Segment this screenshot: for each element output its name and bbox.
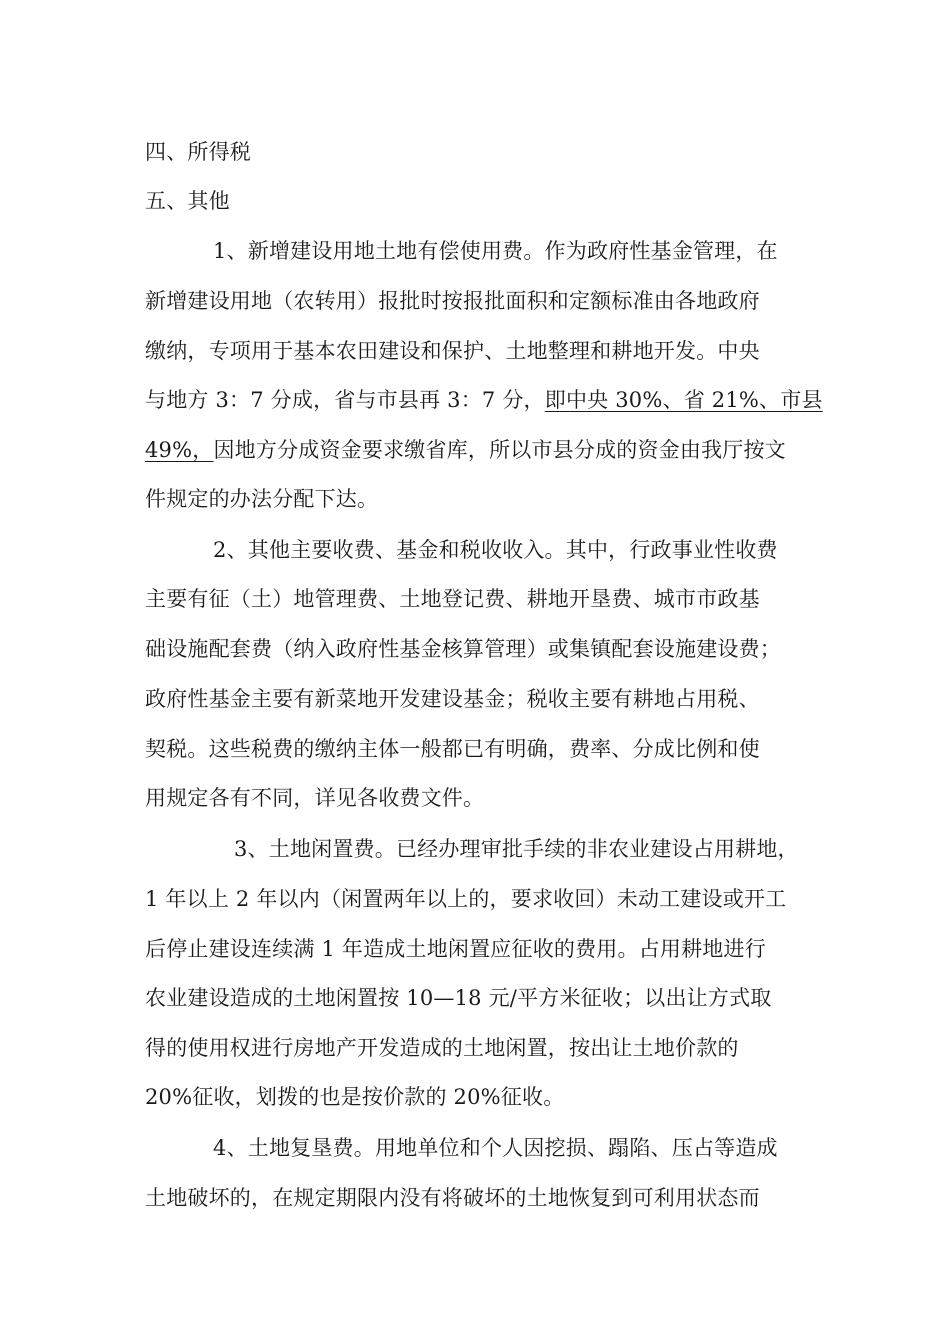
paragraph-2-line-4: 政府性基金主要有新菜地开发建设基金；税收主要有耕地占用税、 <box>145 687 760 711</box>
paragraph-3-line-6: 20%征收，划拨的也是按价款的 20%征收。 <box>145 1085 565 1109</box>
paragraph-3-line-4: 农业建设造成的土地闲置按 10—18 元/平方米征收；以出让方式取 <box>145 986 772 1010</box>
paragraph-3-line-3: 后停止建设连续满 1 年造成土地闲置应征收的费用。占用耕地进行 <box>145 937 766 961</box>
paragraph-1-line-4 <box>145 385 823 415</box>
section-heading-other: 五、其他 <box>145 189 230 213</box>
paragraph-1-line-5-text: 因地方分成资金要求缴省库，所以市县分成的资金由我厅按文 <box>213 438 786 462</box>
paragraph-3-line-1: 3、土地闲置费。已经办理审批手续的非农业建设占用耕地， <box>234 837 799 861</box>
paragraph-2-line-5: 契税。这些税费的缴纳主体一般都已有明确，费率、分成比例和使 <box>145 737 760 761</box>
paragraph-4-line-1: 4、土地复垦费。用地单位和个人因挖损、蹋陷、压占等造成 <box>213 1136 778 1160</box>
paragraph-2-line-2: 主要有征（土）地管理费、土地登记费、耕地开垦费、城市市政基 <box>145 587 760 611</box>
paragraph-1-line-6: 件规定的办法分配下达。 <box>145 487 379 511</box>
paragraph-2-line-3: 础设施配套费（纳入政府性基金核算管理）或集镇配套设施建设费； <box>145 637 781 661</box>
paragraph-1-line-3: 缴纳，专项用于基本农田建设和保护、土地整理和耕地开发。中央 <box>145 339 760 363</box>
paragraph-1-line-1: 1、新增建设用地土地有偿使用费。作为政府性基金管理，在 <box>213 239 778 263</box>
paragraph-1-line-2: 新增建设用地（农转用）报批时按报批面积和定额标准由各地政府 <box>145 289 760 313</box>
underlined-share-ratio-end: 49%， <box>145 438 214 462</box>
paragraph-3-line-2: 1 年以上 2 年以内（闲置两年以上的，要求收回）未动工建设或开工 <box>145 887 787 911</box>
paragraph-2-line-1: 2、其他主要收费、基金和税收收入。其中，行政事业性收费 <box>213 538 778 562</box>
paragraph-1-line-4-text: 与地方 3：7 分成，省与市县再 3：7 分， <box>145 388 545 412</box>
paragraph-3-line-5: 得的使用权进行房地产开发造成的土地闲置，按出让土地价款的 <box>145 1036 739 1060</box>
paragraph-2-line-6: 用规定各有不同，详见各收费文件。 <box>145 786 485 810</box>
paragraph-1-line-5 <box>145 435 786 465</box>
underlined-share-ratio: 即中央 30%、省 21%、市县 <box>544 388 823 412</box>
paragraph-4-line-2: 土地破坏的，在规定期限内没有将破坏的土地恢复到可利用状态而 <box>145 1186 760 1210</box>
section-heading-income-tax: 四、所得税 <box>145 140 251 164</box>
